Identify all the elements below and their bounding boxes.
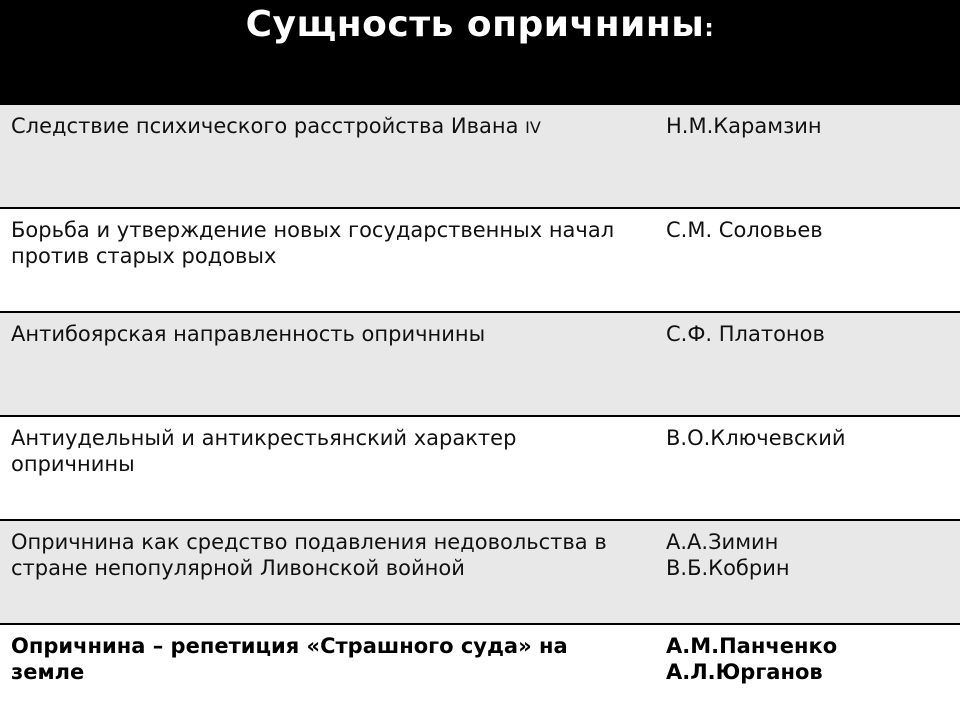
table-row (0, 415, 960, 519)
row-description: Опричнина как средство подавления недовольства в стране непопулярной Ливонской войной (11, 530, 607, 580)
description-roman-numeral: IV (525, 118, 541, 137)
row-author: С.Ф. Платонов (666, 322, 825, 346)
title-bar (0, 0, 960, 103)
row-description: Борьба и утверждение новых государственных начал против старых родовых (11, 218, 615, 268)
row-author: С.М. Соловьев (666, 218, 823, 242)
row-author: А.А.Зимин В.Б.Кобрин (666, 530, 790, 580)
table-row (0, 519, 960, 623)
table-row (0, 103, 960, 207)
row-description: Антиудельный и антикрестьянский характер опричнины (11, 426, 517, 476)
slide-title-text: Сущность опричнины (245, 4, 705, 45)
row-author: Н.М.Карамзин (666, 114, 822, 138)
table-row (0, 207, 960, 311)
slide-title (0, 2, 960, 51)
row-description: Антибоярская направленность опричнины (11, 322, 486, 346)
slide-title-colon: : (704, 14, 715, 42)
opritchnina-table (0, 103, 960, 720)
description-text: Следствие психического расстройства Ивана (11, 114, 526, 138)
row-description: Опричнина – репетиция «Страшного суда» на земле (11, 634, 568, 684)
table-row (0, 311, 960, 415)
row-author: А.М.Панченко А.Л.Юрганов (666, 634, 838, 684)
row-description (11, 113, 641, 141)
table-row (0, 623, 960, 720)
row-author: В.О.Ключевский (666, 426, 846, 450)
